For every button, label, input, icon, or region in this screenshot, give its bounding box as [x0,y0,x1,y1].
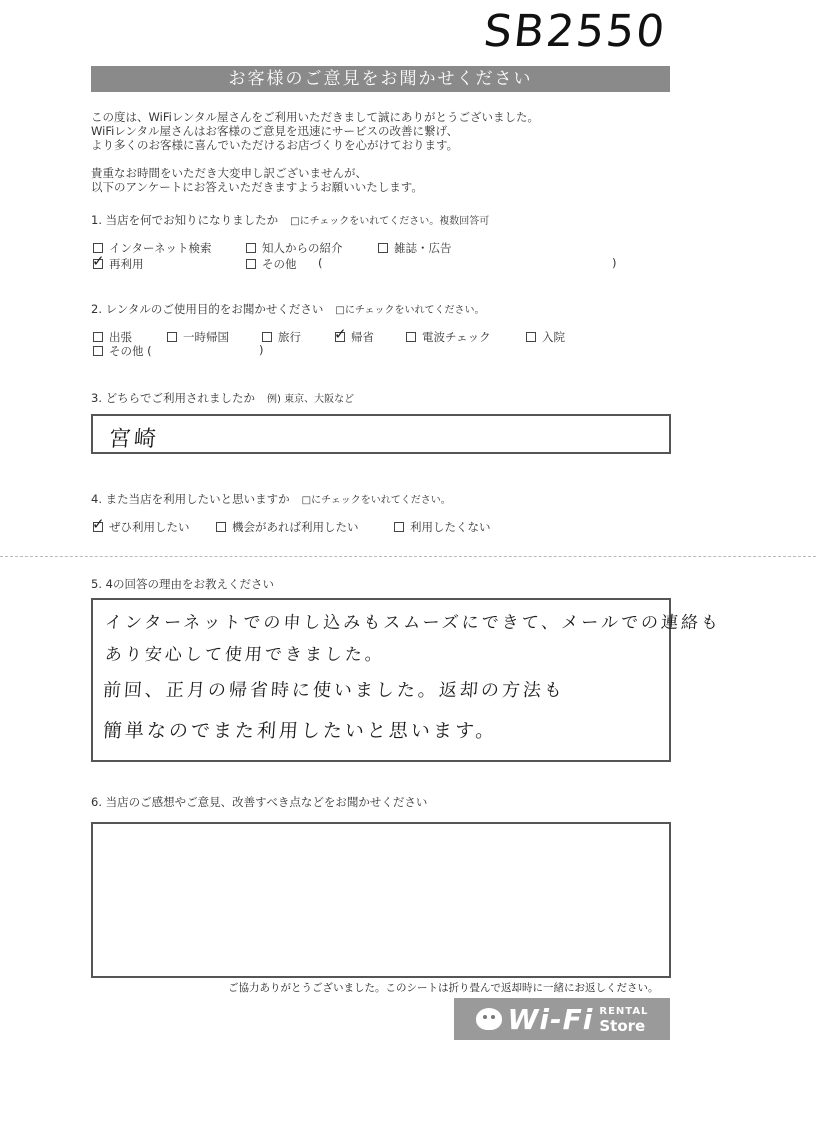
logo-store-text: Store [599,1017,646,1035]
q4-note: □にチェックをいれてください。 [301,495,451,506]
intro-line: この度は、WiFiレンタル屋さんをご利用いただきまして誠にありがとうございました。 [91,110,540,124]
q4-option-no[interactable]: 利用したくない [394,519,491,535]
q2-option-temporary-return[interactable]: 一時帰国 [167,329,229,345]
q1-note: □にチェックをいれてください。複数回答可 [290,216,490,227]
q3-question: 3. どちらでご利用されましたか [91,391,256,405]
q2-other-close-paren: ) [259,343,264,357]
q5-answer-line: 前回、正月の帰省時に使いました。返却の方法も [102,680,566,701]
checkbox[interactable] [262,332,272,342]
q1-other-close-paren: ) [612,256,617,270]
intro-line: 貴重なお時間をいただき大変申し訳ございませんが、 [91,166,367,180]
checkbox-checked[interactable] [92,514,105,533]
q4-label [91,491,451,507]
logo-wifi-text: Wi-Fi [507,1002,594,1036]
q5-label: 5. 4の回答の理由をお教えください [91,577,274,591]
checkbox[interactable] [394,522,404,532]
checkbox[interactable] [526,332,536,342]
q2-question: 2. レンタルのご使用目的をお聞かせください [91,302,324,316]
q2-option-hospital[interactable]: 入院 [526,329,565,345]
q5-answer-line: インターネットでの申し込みもスムーズにできて、メールでの連絡も [104,613,722,633]
q2-option-travel[interactable]: 旅行 [262,329,301,345]
q4-option-if-chance[interactable]: 機会があれば利用したい [216,519,359,535]
checkbox[interactable] [246,243,256,253]
q2-option-business[interactable]: 出張 [93,329,132,345]
q2-label [91,301,485,317]
q1-other-open-paren: ( [318,256,323,270]
checkbox[interactable] [93,332,103,342]
wifi-rental-store-logo [454,998,670,1040]
q3-note: 例) 東京、大阪など [267,394,355,405]
q2-option-other[interactable]: その他 ( [93,343,152,359]
q2-option-homecoming[interactable]: ✓ 帰省 [334,324,374,344]
footer-message: ご協力ありがとうございました。このシートは折り畳んで返却時に一緒にお返しください。 [228,982,659,994]
q2-option-signal-check[interactable]: 電波チェック [406,329,491,345]
q4-option-definitely[interactable]: ✓ ぜひ利用したい [92,514,190,534]
intro-line: より多くのお客様に喜んでいただけるお店づくりを心がけております。 [91,138,459,152]
q2-note: □にチェックをいれてください。 [335,305,485,316]
intro-line: 以下のアンケートにお答えいただきますようお願いいたします。 [91,180,423,194]
intro-line: WiFiレンタル屋さんはお客様のご意見を迅速にサービスの改善に繋げ、 [91,124,459,138]
checkbox[interactable] [246,259,256,269]
document-id: SB2550 [481,6,669,57]
check-mark-icon: ✓ [92,514,105,533]
check-mark-icon: ✓ [334,324,347,343]
q1-option-reuse[interactable]: ✓ 再利用 [92,251,144,271]
q3-label [91,390,354,406]
q1-option-magazine[interactable]: 雑誌・広告 [378,240,452,256]
mascot-icon [476,1008,502,1030]
survey-title: お客様のご意見をお聞かせください [91,66,670,92]
q3-answer-text: 宮崎 [107,427,160,452]
q1-option-friend[interactable]: 知人からの紹介 [246,240,343,256]
q1-option-other[interactable]: その他 [246,256,297,272]
q5-answer-line: あり安心して使用できました。 [104,645,386,665]
check-mark-icon: ✓ [92,251,105,270]
checkbox-checked[interactable] [334,324,347,343]
fold-line [0,556,816,558]
q1-question: 1. 当店を何でお知りになりましたか [91,213,279,227]
checkbox[interactable] [167,332,177,342]
logo-rental-store [599,1005,648,1033]
logo-rental-text: RENTAL [599,1006,649,1017]
checkbox-checked[interactable] [92,251,105,270]
q5-answer-field[interactable] [91,598,722,762]
checkbox[interactable] [378,243,388,253]
q1-label [91,212,489,228]
checkbox[interactable] [216,522,226,532]
q6-label: 6. 当店のご感想やご意見、改善すべき点などをお聞かせください [91,795,428,809]
checkbox[interactable] [93,346,103,356]
q3-answer-field[interactable] [91,414,671,454]
q6-answer-field[interactable] [91,822,671,978]
intro-text [91,110,539,194]
checkbox[interactable] [406,332,416,342]
q1-option-internet[interactable]: インターネット検索 [93,240,211,256]
q5-answer-line: 簡単なのでまた利用したいと思います。 [102,720,499,742]
q4-question: 4. また当店を利用したいと思いますか [91,492,290,506]
